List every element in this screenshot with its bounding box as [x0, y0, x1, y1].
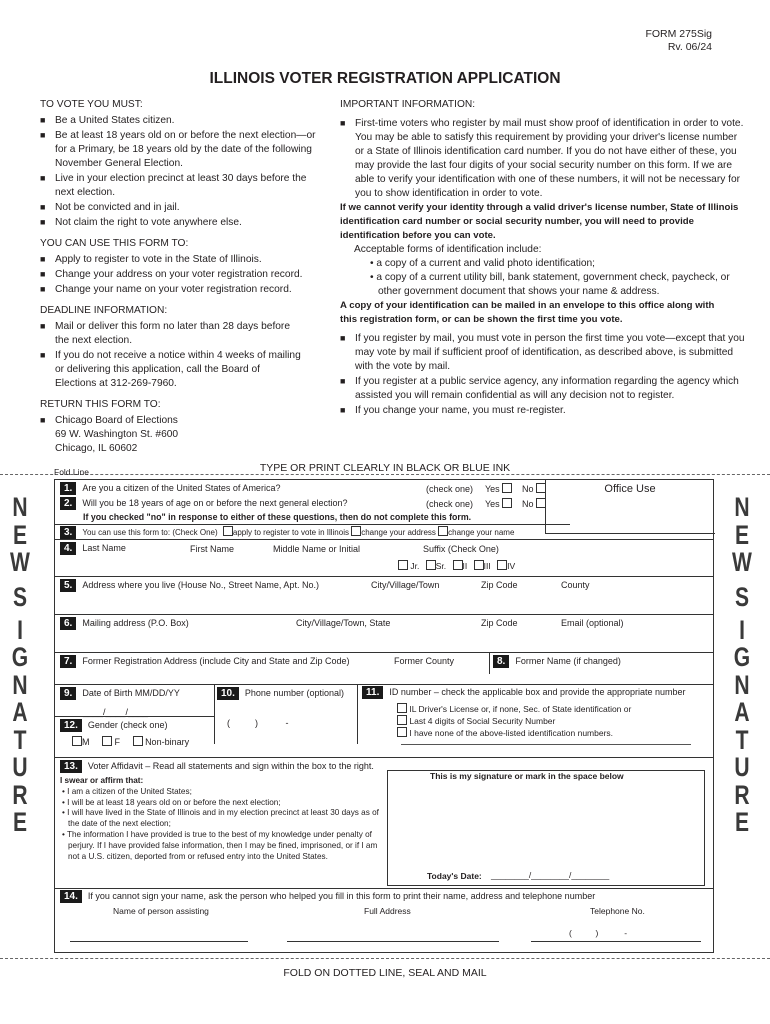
signature-label: This is my signature or mark in the space below	[427, 771, 627, 781]
dob-label: 9. Date of Birth MM/DD/YY	[60, 687, 180, 700]
gender-nb-checkbox[interactable]	[133, 736, 143, 746]
form-title: ILLINOIS VOTER REGISTRATION APPLICATION	[209, 70, 561, 87]
new-signature-right: N E W S I G N A T U R E	[732, 492, 752, 837]
question-citizen: 1. Are you a citizen of the United States of America?	[60, 482, 540, 495]
assistant-label: 14. If you cannot sign your name, ask the person who helped you fill in this form to print their name, address and telephone number	[60, 890, 595, 903]
dob-input[interactable]: ____/____/____	[83, 707, 149, 717]
form-number: FORM 275Sig Rv. 06/24	[645, 28, 712, 53]
list-item: ■ If you register by mail, you must vote in person the first time you vote—except that you may vote by mail if sufficient proof of identification, as described above, is submitted with the vote by mail.	[340, 333, 745, 372]
registration-form: Office Use 1. Are you a citizen of the United States of America? (check one) Yes No 2. Will you be 18 years of age on or before the next general election? (check one) Yes No If you checked "no" in response to either of these questions, then do not complete this form. 3. You can use this form to: (Check One) apply to register to vote in Illinois change your address change your name 4. Last Name First Name Middle Name or Initial Suffix (Check One) Jr. Sr. II III IV 5. Address where you live (House No., Street Name, Apt. No.) City/Village/Town Zip Code County 6. Mailing address (P.O. Box) City/Village/Town, State Zip Code Email (optional) 7. Former Registration Address (include City and State and Zip Code) Former County 8. Former Name (if changed) 9. Date of Birth MM/DD/YY ____/____/____ 10. Phone number (optional) ( ) - 11. ID number – check the applicable box and provide the appropriate number IL Driver's License or, if none, Sec. of State identification or Last 4 digits of Social Security Number I have none of the above-listed identification numbers. 12. Gender (check one) M F Non-binary 13. Voter Affidavit – Read all statements and sign within the box to the right. I swear or affirm that: • I am a citizen of the United States; • I will be at least 18 years old on or before the next election; • I will have lived in the State of Illinois and in my election precinct at least 30 days as of the date of the next election; • The information I have provided is true to the best of my knowledge under penalty of perjury. If I have provided false information, then I may be fined, imprisoned, or if I am not a U.S. citizen, deported from or refused entry into the United States. This is my signature or mark in the space below Today's Date: ________/________/________ 14. If you cannot sign your name, ask the person who helped you fill in this form to print their name, address and telephone number Name of person assisting Full Address Telephone No. ( ) -	[54, 479, 714, 953]
no-warning: If you checked "no" in response to either of these questions, then do not complete this form.	[83, 512, 472, 522]
id-number-label: 11. ID number – check the applicable box and provide the appropriate number	[362, 686, 686, 699]
phone-input[interactable]: ( ) -	[227, 718, 289, 728]
assistant-phone-input[interactable]	[531, 941, 701, 942]
former-address-label: 7. Former Registration Address (include City and State and Zip Code)	[60, 655, 349, 668]
fold-line-label: Fold Line	[54, 467, 89, 477]
list-item: ■ If you do not receive a notice within 4 weeks of mailing or delivering this application, call the Board of Elections at 312-269-7960.	[40, 350, 301, 389]
fold-instruction: FOLD ON DOTTED LINE, SEAL AND MAIL	[283, 967, 487, 979]
list-item: ■ Be at least 18 years old on or before the next election—or for a Primary, be 18 years old by the date of the following November General Election.	[40, 130, 316, 169]
gender-f-checkbox[interactable]	[102, 736, 112, 746]
id-options: IL Driver's License or, if none, Sec. of State identification or Last 4 digits of Social Security Number I have none of the above-listed identification numbers.	[397, 703, 631, 739]
todays-date-label: Today's Date:	[427, 871, 482, 881]
gender-m-checkbox[interactable]	[72, 736, 82, 746]
mail-id-notice: A copy of your identification can be mailed in an envelope to this office along with this registration form, or can be shown the first time you vote.	[340, 300, 715, 325]
age-no-checkbox[interactable]	[536, 498, 546, 508]
list-item: ■ Live in your election precinct at least 30 days before the next election.	[40, 173, 307, 198]
suffix-iii-checkbox[interactable]	[474, 560, 484, 570]
list-item: ■ Apply to register to vote in the State of Illinois.	[40, 254, 262, 265]
ink-instruction: TYPE OR PRINT CLEARLY IN BLACK OR BLUE INK	[259, 462, 511, 474]
fold-line-bottom	[0, 958, 770, 959]
instructions-right: IMPORTANT INFORMATION: ■ First-time voters who register by mail must show proof of identification in order to vote. You may be able to satisfy this requirement by providing your driver's license number or a State of Illinois identification card number. If you do not have either of these, you may provide the last four digits of your social security number on this form. If we are able to verify your identification with one of these numbers, it will not be necessary for you to show identification in order to vote. If we cannot verify your identity through a valid driver's license number, State of Illinois identification card number or social security number, you will need to provide identification before you can vote. Acceptable forms of identification include: • a copy of a current and valid photo identification; • a copy of a current utility bill, bank statement, government check, paycheck, or other government document that shows your name & address. A copy of your identification can be mailed in an envelope to this office along with this registration form, or can be shown the first time you vote. ■ If you register by mail, you must vote in person the first time you vote—except that you may vote by mail if sufficient proof of identification, as described above, is submitted with the vote by mail. ■ If you register at a public service agency, any information regarding the agency which assisted you will remain confidential as will any decision not to register. ■ If you change your name, you must re-register.	[340, 99, 745, 416]
list-item: ■ Not be convicted and in jail.	[40, 202, 180, 213]
suffix-jr-checkbox[interactable]	[398, 560, 408, 570]
important-heading: IMPORTANT INFORMATION:	[340, 99, 476, 110]
fold-line-top	[0, 474, 770, 475]
suffix-sr-checkbox[interactable]	[426, 560, 436, 570]
affidavit-label: 13. Voter Affidavit – Read all statements and sign within the box to the right.	[60, 760, 374, 773]
list-item: ■ Change your name on your voter registration record.	[40, 284, 292, 295]
must-heading: TO VOTE YOU MUST:	[40, 99, 143, 110]
list-item: ■ If you change your name, you must re-register.	[340, 405, 566, 416]
list-item: ■ Not claim the right to vote anywhere else.	[40, 217, 242, 228]
verify-notice: If we cannot verify your identity through a valid driver's license number, State of Illinois identification card number or social security number, you will need to provide identification before you can vote.	[340, 202, 739, 241]
suffix-iv-checkbox[interactable]	[497, 560, 507, 570]
change-address-checkbox[interactable]	[351, 526, 361, 536]
list-item: ■ Change your address on your voter registration record.	[40, 269, 303, 280]
assistant-address-input[interactable]	[287, 941, 499, 942]
suffix-options: Jr. Sr. II III IV	[398, 560, 515, 571]
question-purpose: 3. You can use this form to: (Check One) apply to register to vote in Illinois change your address change your name	[60, 526, 514, 539]
residence-address-label: 5. Address where you live (House No., Street Name, Apt. No.)	[60, 579, 319, 592]
affidavit-statements: I swear or affirm that: • I am a citizen of the United States; • I will be at least 18 years old on or before the next election; • I will have lived in the State of Illinois and in my election precinct at least 30 days as of the date of the next election; • The information I have provided is true to the best of my knowledge under penalty of perjury. If I have provided false information, then I may be fined, imprisoned, or if I am not a U.S. citizen, deported from or refused entry into the United States.	[60, 776, 379, 861]
list-item: ■ First-time voters who register by mail must show proof of identification in order to vote. You may be able to satisfy this requirement by providing your driver's license number or a State of Illinois identification card number. If you do not have either of these, you may provide the last four digits of your social security number on this form. If we are able to verify your identification with one of these numbers, it will not be necessary for you to show identification in order to vote.	[340, 118, 744, 199]
mailing-address-label: 6. Mailing address (P.O. Box)	[60, 617, 189, 630]
age-yes-checkbox[interactable]	[502, 498, 512, 508]
apply-register-checkbox[interactable]	[223, 526, 233, 536]
id-license-checkbox[interactable]	[397, 703, 407, 713]
return-heading: RETURN THIS FORM TO:	[40, 399, 161, 410]
office-use-label: Office Use	[604, 483, 656, 495]
deadline-heading: DEADLINE INFORMATION:	[40, 305, 168, 316]
new-signature-left: N E W S I G N A T U R E	[10, 492, 30, 837]
id-none-checkbox[interactable]	[397, 727, 407, 737]
gender-label: 12. Gender (check one)	[60, 719, 167, 732]
name-label: 4. Last Name	[60, 542, 126, 555]
list-item: ■ Mail or deliver this form no later than 28 days before the next election.	[40, 321, 290, 346]
list-item: ■ Be a United States citizen.	[40, 115, 175, 126]
signature-box[interactable]	[387, 770, 705, 886]
return-address: ■ Chicago Board of Elections	[40, 415, 178, 426]
suffix-ii-checkbox[interactable]	[453, 560, 463, 570]
change-name-checkbox[interactable]	[438, 526, 448, 536]
citizen-yes-checkbox[interactable]	[502, 483, 512, 493]
question-age: 2. Will you be 18 years of age on or before the next general election?	[60, 497, 348, 510]
former-name-label: 8. Former Name (if changed)	[493, 655, 621, 668]
phone-label: 10. Phone number (optional)	[217, 687, 344, 700]
id-ssn-checkbox[interactable]	[397, 715, 407, 725]
use-heading: YOU CAN USE THIS FORM TO:	[40, 238, 189, 249]
id-number-input[interactable]	[401, 744, 691, 745]
assistant-name-input[interactable]	[70, 941, 248, 942]
instructions-left: TO VOTE YOU MUST: ■ Be a United States citizen. ■ Be at least 18 years old on or before the next election—or for a Primary, be 18 years old by the date of the following November General Election. ■ Live in your election precinct at least 30 days before the next election. ■ Not be convicted and in jail. ■ Not claim the right to vote anywhere else. YOU CAN USE THIS FORM TO: ■ Apply to register to vote in the State of Illinois. ■ Change your address on your voter registration record. ■ Change your name on your voter registration record. DEADLINE INFORMATION: ■ Mail or deliver this form no later than 28 days before the next election. ■ If you do not receive a notice within 4 weeks of mailing or delivering this application, call the Board of Elections at 312-269-7960. RETURN THIS FORM TO: ■ Chicago Board of Elections 69 W. Washington St. #600 Chicago, IL 60602	[40, 98, 325, 456]
list-item: ■ If you register at a public service agency, any information regarding the agency which assisted you will remain confidential as will any decision not to register.	[340, 376, 739, 401]
todays-date-input[interactable]: ________/________/________	[491, 870, 610, 880]
gender-options: M F Non-binary	[72, 736, 189, 748]
citizen-no-checkbox[interactable]	[536, 483, 546, 493]
